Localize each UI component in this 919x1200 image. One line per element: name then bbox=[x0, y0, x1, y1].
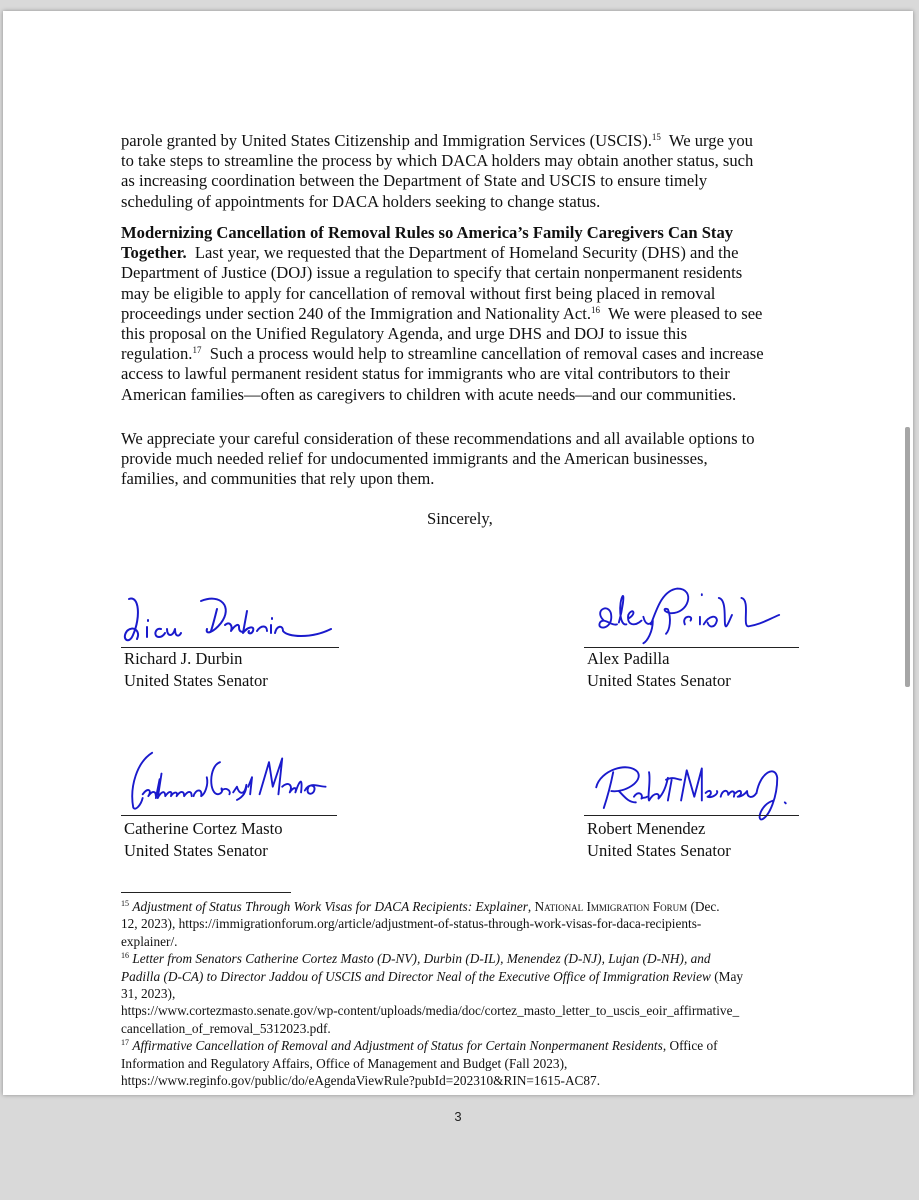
vertical-scrollbar-thumb[interactable] bbox=[905, 427, 910, 687]
footnote-17: $^{17}$ Affirmative Cancellation of Removal and Adjustment of Status for Certain Nonpermanent Residents, Office of Information and Regulatory Affairs, Office of Management and Budget (Fall 2023), https://www.reginfo.gov/public/do/eAgendaViewRule?pubId=202310&RIN=1615-AC87. bbox=[121, 1037, 821, 1089]
footnotes bbox=[121, 898, 821, 1089]
footnote-number: 17 bbox=[121, 1038, 129, 1048]
text-line: Together. Last year, we requested that the Department of Homeland Security (DHS) and the bbox=[121, 243, 739, 263]
text-line: families, and communities that rely upon them. bbox=[121, 469, 435, 489]
paragraph-cancellation-of-removal bbox=[121, 223, 821, 405]
signatory-title: United States Senator bbox=[587, 671, 731, 690]
text-line: may be eligible to apply for cancellation of removal without first being placed in removal bbox=[121, 283, 716, 303]
footnote-title: Letter from Senators Catherine Cortez Masto (D-NV), Durbin (D-IL), Menendez (D-NJ), Lujan (D-NH), and bbox=[132, 951, 711, 967]
signature-padilla-icon bbox=[584, 581, 814, 647]
footnote-separator bbox=[121, 892, 291, 893]
footnote-16: $^{16}$ Letter from Senators Catherine Cortez Masto (D-NV), Durbin (D-IL), Menendez (D-NJ), Lujan (D-NH), and Padilla (D-CA) to Director Jaddou of USCIS and Director Neal of the Executive Office of Immigration Review (May 31, 2023), https://www.cortezmasto.senate.gov/wp-content/uploads/media/doc/cortez_masto_letter_to_uscis_eoir_affirmative_ cancellation_of_removal_5312023.pdf. bbox=[121, 950, 821, 1037]
text-line: as increasing coordination between the Department of State and USCIS to ensure timely bbox=[121, 171, 708, 191]
footnote-link-continued[interactable]: cancellation_of_removal_5312023.pdf. bbox=[121, 1020, 331, 1036]
signature-line bbox=[121, 815, 337, 816]
footnote-ref-16[interactable]: 16 bbox=[591, 304, 601, 315]
text-line: this proposal on the Unified Regulatory Agenda, and urge DHS and DOJ to issue this bbox=[121, 324, 688, 344]
footnote-date: 31, 2023), bbox=[121, 986, 176, 1002]
footnote-title-continued: Padilla (D-CA) to Director Jaddou of USCIS and Director Neal of the Executive Office of Immigration Review bbox=[121, 968, 711, 984]
signatory-name: Robert Menendez bbox=[587, 819, 706, 838]
footnote-number: 16 bbox=[121, 951, 129, 961]
text-line: access to lawful permanent resident status for immigrants who are vital contributors to their bbox=[121, 364, 730, 384]
document-page bbox=[3, 11, 913, 1124]
text-line: regulation.$^{17}$ Such a process would help to streamline cancellation of removal cases and increase bbox=[121, 344, 764, 364]
signature-durbin-icon bbox=[121, 587, 351, 653]
footnote-15: $^{15}$ Adjustment of Status Through Work Visas for DACA Recipients: Explainer, National Immigration Forum (Dec. 12, 2023), https://immigrationforum.org/article/adjustment-of-status-through-work-visas-for-daca-recipients- explainer/. bbox=[121, 898, 821, 950]
text-line: to take steps to streamline the process by which DACA holders may obtain another status, such bbox=[121, 151, 754, 171]
footnote-title: Affirmative Cancellation of Removal and Adjustment of Status for Certain Nonpermanent Residents bbox=[132, 1038, 663, 1054]
text-line: provide much needed relief for undocumented immigrants and the American businesses, bbox=[121, 449, 708, 469]
text-line: We appreciate your careful consideration of these recommendations and all available options to bbox=[121, 429, 755, 448]
text-line: Department of Justice (DOJ) issue a regulation to specify that certain nonpermanent residents bbox=[121, 263, 743, 283]
signature-line bbox=[121, 647, 339, 648]
signature-line bbox=[584, 647, 799, 648]
section-heading: Modernizing Cancellation of Removal Rules so America’s Family Caregivers Can Stay bbox=[121, 223, 734, 242]
footnote-title: Adjustment of Status Through Work Visas for DACA Recipients: Explainer bbox=[132, 899, 528, 914]
paragraph-daca-status bbox=[121, 131, 821, 212]
footnote-link-continued[interactable]: explainer/. bbox=[121, 933, 178, 949]
signature-cortez-masto-icon bbox=[121, 749, 351, 815]
closing-salutation: Sincerely, bbox=[427, 509, 493, 528]
signatory-name: Catherine Cortez Masto bbox=[124, 819, 283, 838]
signatory-name: Alex Padilla bbox=[587, 649, 670, 668]
signature-line bbox=[584, 815, 799, 816]
footnote-ref-17[interactable]: 17 bbox=[192, 345, 202, 356]
signatory-title: United States Senator bbox=[124, 841, 268, 860]
text-line: scheduling of appointments for DACA holders seeking to change status. bbox=[121, 191, 601, 211]
footnote-source: Information and Regulatory Affairs, Office of Management and Budget (Fall 2023), bbox=[121, 1055, 568, 1071]
footnote-link[interactable]: https://www.cortezmasto.senate.gov/wp-content/uploads/media/doc/cortez_masto_letter_to_uscis_eoir_affirmative_ bbox=[121, 1003, 740, 1019]
page-number: 3 bbox=[454, 1109, 462, 1124]
footnote-number: 15 bbox=[121, 899, 129, 908]
signatory-title: United States Senator bbox=[587, 841, 731, 860]
section-heading-continued: Together. bbox=[121, 243, 187, 263]
footnote-source: National Immigration Forum bbox=[534, 899, 688, 914]
signatory-title: United States Senator bbox=[124, 671, 268, 690]
signatory-name: Richard J. Durbin bbox=[124, 649, 243, 668]
paragraph-appreciation bbox=[121, 429, 821, 490]
footnote-ref-15[interactable]: 15 bbox=[651, 132, 661, 142]
text-line: parole granted by United States Citizenship and Immigration Services (USCIS).$^{15}$ We urge you bbox=[121, 131, 753, 150]
footnote-link[interactable]: https://www.reginfo.gov/public/do/eAgendaViewRule?pubId=202310&RIN=1615-AC87. bbox=[121, 1073, 601, 1089]
footnote-link[interactable]: 12, 2023), https://immigrationforum.org/article/adjustment-of-status-through-work-visas-for-daca-recipients- bbox=[121, 916, 702, 932]
text-line: American families—often as caregivers to children with acute needs—and our communities. bbox=[121, 384, 737, 404]
text-line: proceedings under section 240 of the Immigration and Nationality Act.$^{16}$ We were pleased to see bbox=[121, 303, 763, 323]
